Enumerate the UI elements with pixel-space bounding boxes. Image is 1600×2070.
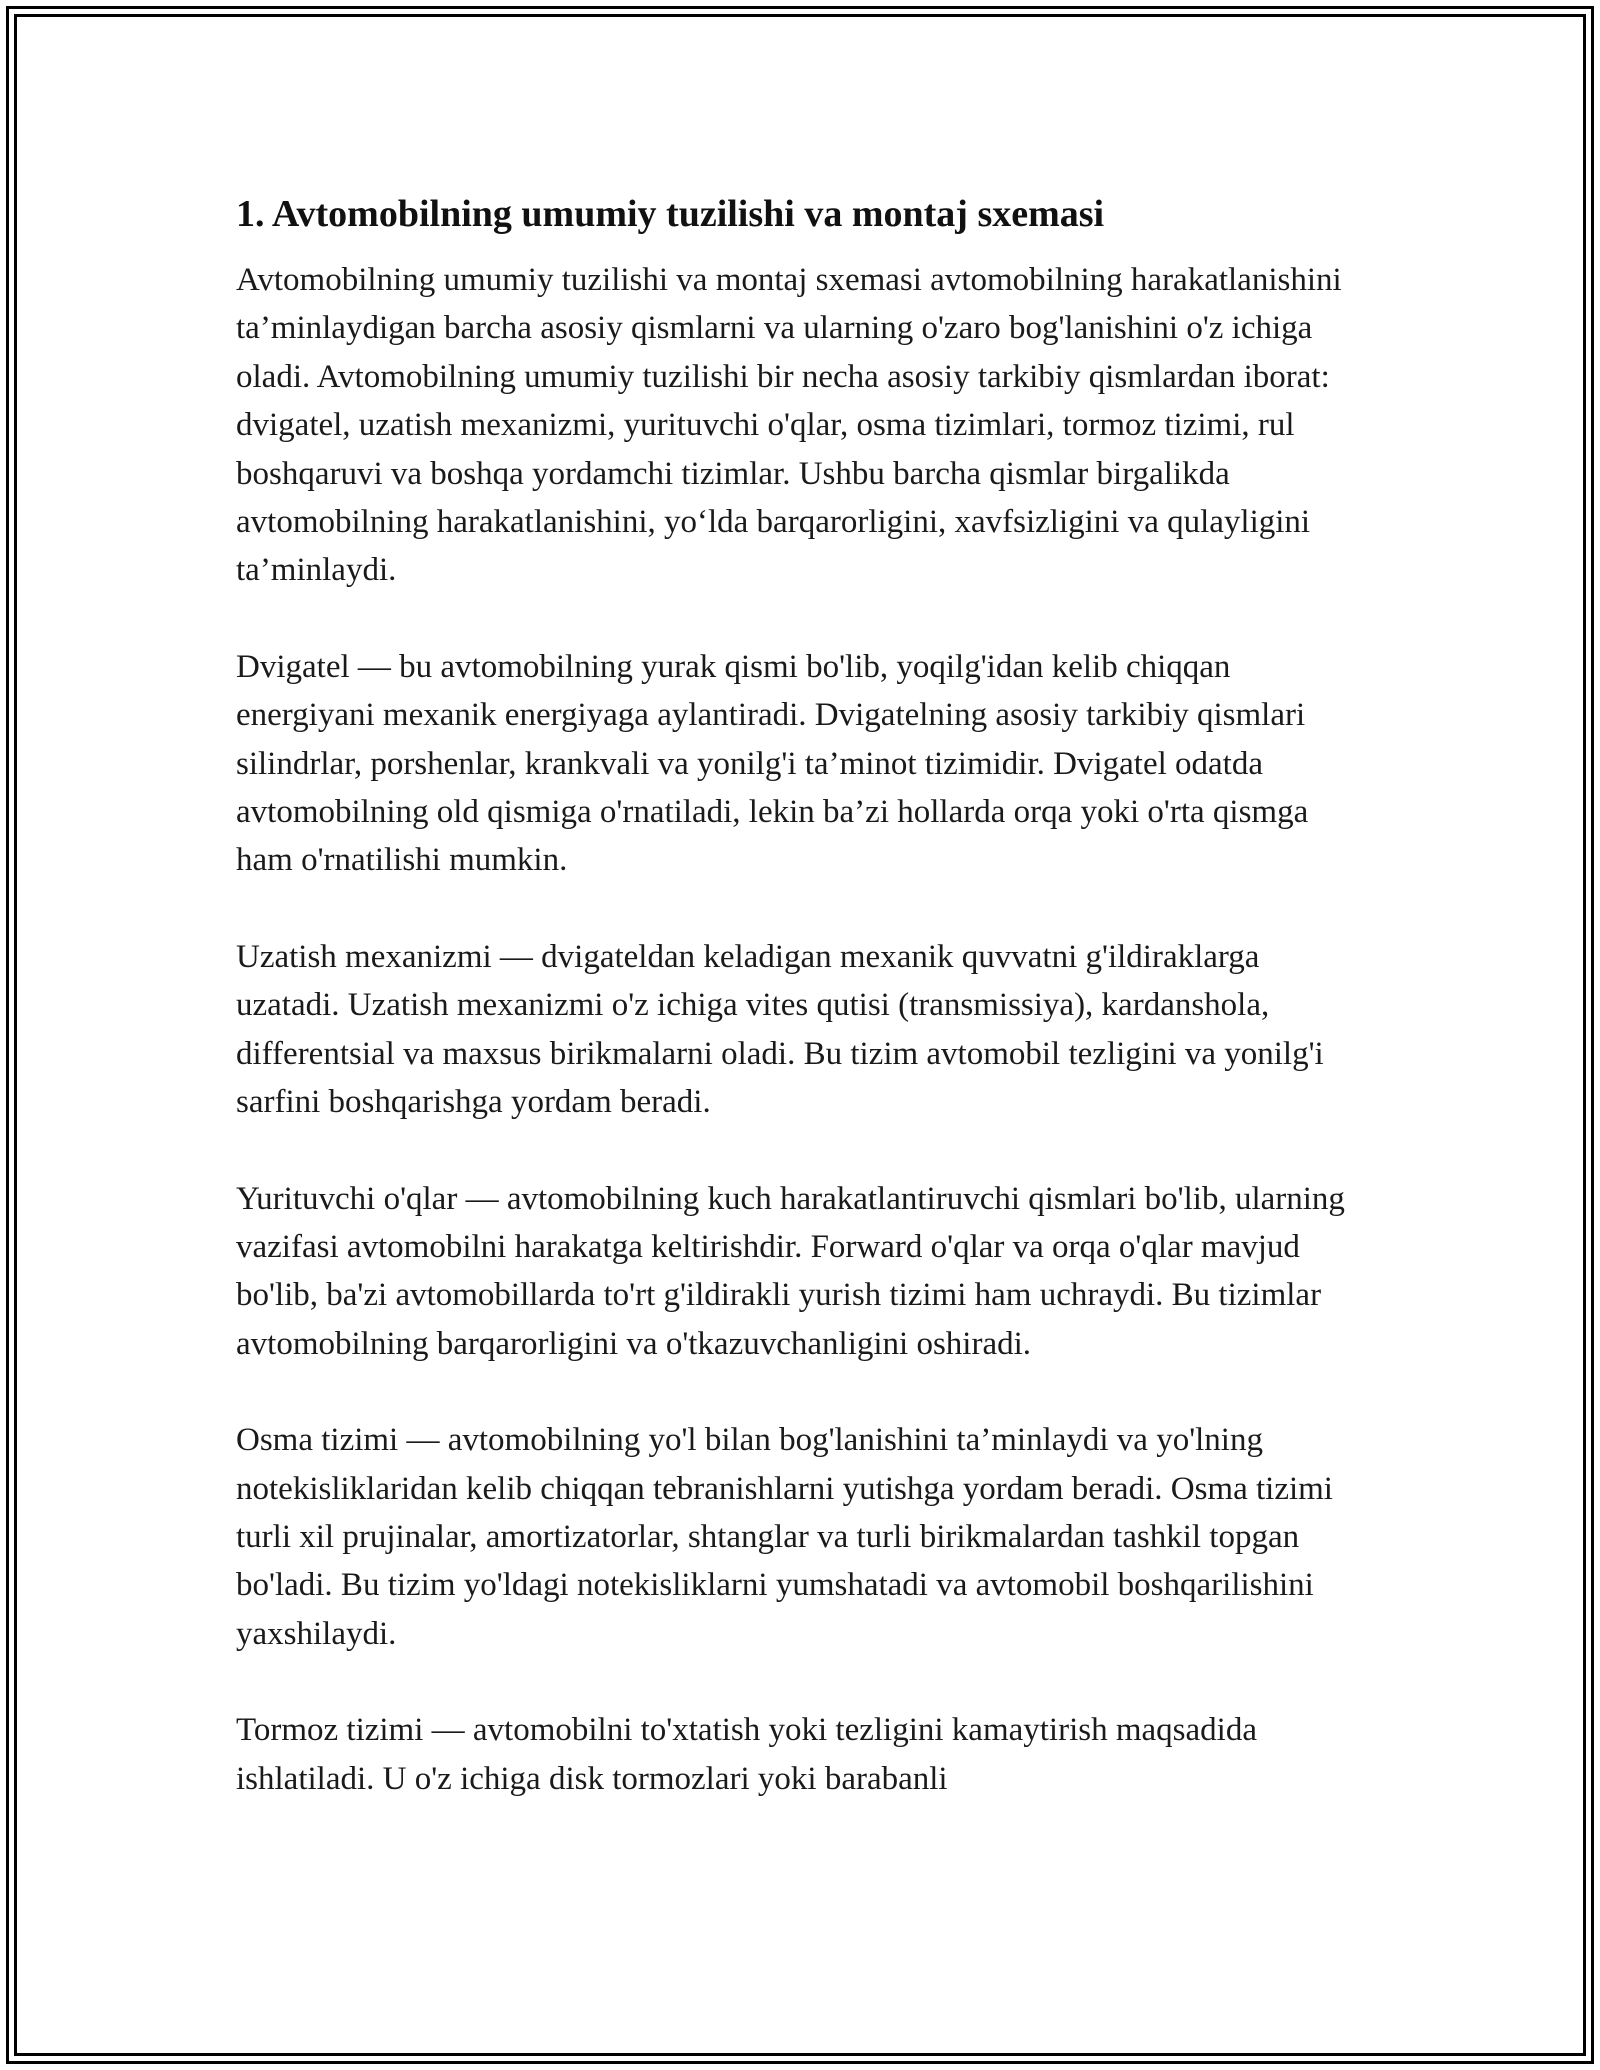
section-heading: 1. Avtomobilning umumiy tuzilishi va montaj sxemasi (236, 193, 1105, 235)
document-body (236, 186, 1356, 1803)
paragraph-transmission: Uzatish mexanizmi — dvigateldan keladigan mexanik quvvatni g'ildiraklarga uzatadi. Uzatish mexanizmi o'z ichiga vites qutisi (transmissiya), kardanshola, differentsial va maxsus birikmalarni oladi. Bu tizim avtomobil tezligini va yonilg'i sarfini boshqarishga yordam beradi. (236, 938, 1324, 1121)
paragraph-drive-axles: Yurituvchi o'qlar — avtomobilning kuch harakatlantiruvchi qismlari bo'lib, ularning vazifasi avtomobilni harakatga keltirishdir. Forward o'qlar va orqa o'qlar mavjud bo'lib, ba'zi avtomobillarda to'rt g'ildirakli yurish tizimi ham uchraydi. Bu tizimlar avtomobilning barqarorligini va o'tkazuvchanligini oshiradi. (236, 1180, 1345, 1362)
paragraph-intro: Avtomobilning umumiy tuzilishi va montaj sxemasi avtomobilning harakatlanishini ta’minlaydigan barcha asosiy qismlarni va ularning o'zaro bog'lanishini o'z ichiga oladi. Avtomobilning umumiy tuzilishi bir necha asosiy tarkibiy qismlardan iborat: dvigatel, uzatish mexanizmi, yurituvchi o'qlar, osma tizimlari, tormoz tizimi, rul boshqaruvi va boshqa yordamchi tizimlar. Ushbu barcha qismlar birgalikda avtomobilning harakatlanishini, yo‘lda barqarorligini, xavfsizligini va qulayligini ta’minlaydi. (236, 262, 1342, 589)
paragraph-engine: Dvigatel — bu avtomobilning yurak qismi bo'lib, yoqilg'idan kelib chiqqan energiyani mexanik energiyaga aylantiradi. Dvigatelning asosiy tarkibiy qismlari silindrlar, porshenlar, krankvali va yonilg'i ta’minot tizimidir. Dvigatel odatda avtomobilning old qismiga o'rnatiladi, lekin ba’zi hollarda orqa yoki o'rta qismga ham o'rnatilishi mumkin. (236, 648, 1309, 879)
paragraph-brakes: Tormoz tizimi — avtomobilni to'xtatish yoki tezligini kamaytirish maqsadida ishlatiladi. U o'z ichiga disk tormozlari yoki barabanli (236, 1712, 1257, 1797)
paragraph-suspension: Osma tizimi — avtomobilning yo'l bilan bog'lanishini ta’minlaydi va yo'lning notekisliklaridan kelib chiqqan tebranishlarni yutishga yordam beradi. Osma tizimi turli xil prujinalar, amortizatorlar, shtanglar va turli birikmalardan tashkil topgan bo'ladi. Bu tizim yo'ldagi notekisliklarni yumshatadi va avtomobil boshqarilishini yaxshilaydi. (236, 1422, 1333, 1652)
